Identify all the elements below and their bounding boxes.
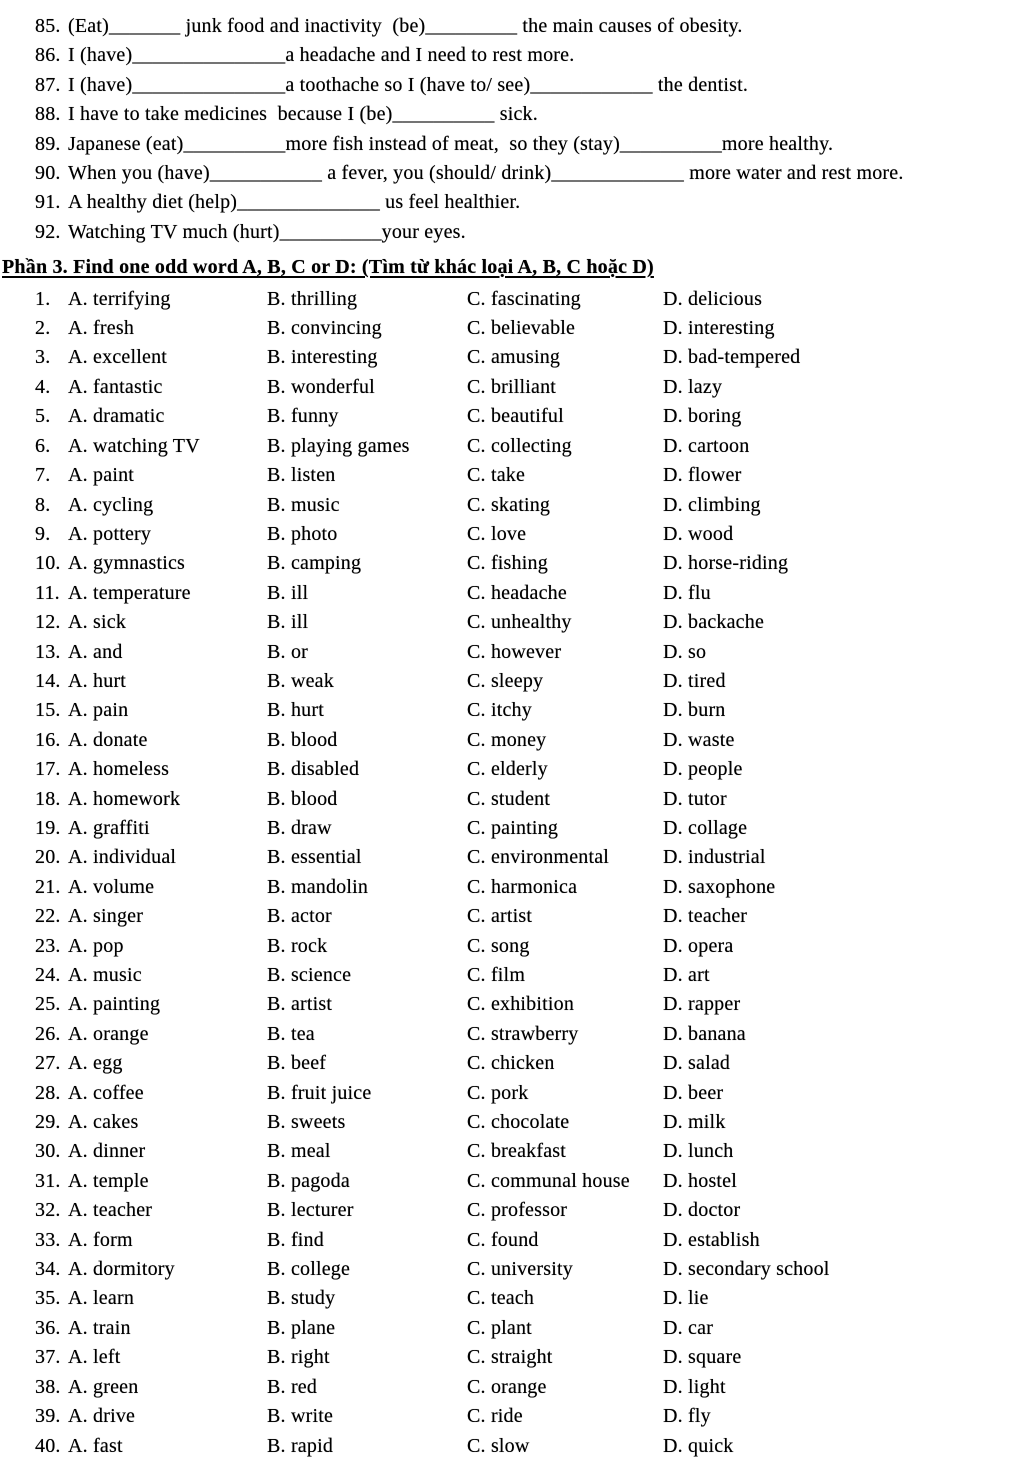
option-c: C. elderly — [467, 758, 548, 781]
question-number: 2. — [35, 317, 51, 340]
option-a: A. and — [68, 640, 123, 663]
option-c: C. found — [467, 1228, 539, 1251]
option-c: C. artist — [467, 905, 533, 928]
question-row — [0, 1314, 1024, 1343]
question-number: 7. — [35, 464, 51, 487]
option-a: A. green — [68, 1375, 139, 1398]
question-row — [0, 1196, 1024, 1225]
option-d: D. tired — [663, 669, 726, 692]
option-b: B. blood — [267, 728, 338, 751]
sentence-text: (Eat)_______ junk food and inactivity (be)_________ the main causes of obesity. — [68, 15, 743, 37]
question-row — [0, 1432, 1024, 1461]
option-c: C. breakfast — [467, 1140, 567, 1163]
option-a: A. excellent — [68, 346, 168, 369]
question-number: 10. — [35, 552, 61, 575]
option-d: D. flower — [663, 464, 742, 487]
option-a: A. homework — [68, 787, 181, 810]
question-row — [0, 373, 1024, 402]
option-d: D. collage — [663, 816, 748, 839]
option-c: C. strawberry — [467, 1022, 579, 1045]
question-number: 4. — [35, 375, 51, 398]
option-c: C. exhibition — [467, 993, 575, 1016]
option-a: A. dinner — [68, 1140, 146, 1163]
option-c: C. pork — [467, 1081, 529, 1104]
option-c: C. painting — [467, 816, 559, 839]
question-row — [0, 579, 1024, 608]
option-a: A. homeless — [68, 758, 170, 781]
option-d: D. burn — [663, 699, 726, 722]
option-b: B. interesting — [267, 346, 378, 369]
option-c: C. fascinating — [467, 287, 581, 310]
question-number: 28. — [35, 1081, 61, 1104]
option-b: B. meal — [267, 1140, 331, 1163]
option-c: C. beautiful — [467, 405, 564, 428]
question-row — [0, 696, 1024, 725]
option-a: A. paint — [68, 464, 135, 487]
question-number: 11. — [35, 581, 60, 604]
question-row — [0, 343, 1024, 372]
option-b: B. pagoda — [267, 1169, 350, 1192]
option-c: C. student — [467, 787, 551, 810]
question-number: 5. — [35, 405, 51, 428]
sentence-text: A healthy diet (help)______________ us feel healthier. — [68, 191, 521, 214]
question-row — [0, 932, 1024, 961]
option-a: A. cycling — [68, 493, 154, 516]
option-a: A. music — [68, 964, 142, 986]
question-number: 34. — [35, 1258, 61, 1281]
option-b: B. actor — [267, 905, 332, 928]
fill-in-sentence — [0, 130, 1024, 159]
sentence-text: Japanese (eat)__________more fish instead of meat, so they (stay)__________more healthy. — [68, 132, 834, 155]
question-row — [0, 638, 1024, 667]
option-d: D. doctor — [663, 1199, 741, 1222]
question-row — [0, 1226, 1024, 1255]
question-number: 23. — [35, 934, 61, 957]
question-number: 38. — [35, 1375, 61, 1398]
option-a: A. cakes — [68, 1111, 139, 1134]
question-number: 35. — [35, 1287, 61, 1310]
option-d: D. milk — [663, 1111, 726, 1134]
question-row — [0, 285, 1024, 314]
question-row — [0, 1020, 1024, 1049]
question-number: 27. — [35, 1052, 61, 1075]
option-c: C. collecting — [467, 434, 572, 457]
question-number: 30. — [35, 1140, 61, 1163]
option-c: C. skating — [467, 493, 551, 516]
option-b: B. artist — [267, 993, 333, 1016]
option-c: C. professor — [467, 1199, 568, 1222]
question-number: 8. — [35, 493, 51, 516]
option-d: D. car — [663, 1316, 714, 1339]
option-a: A. coffee — [68, 1081, 144, 1104]
option-c: C. slow — [467, 1434, 530, 1457]
question-number: 18. — [35, 787, 61, 810]
question-number: 15. — [35, 699, 61, 722]
question-row — [0, 667, 1024, 696]
sentence-number: 88. — [35, 103, 61, 126]
sentence-number: 90. — [35, 162, 61, 185]
option-b: B. ill — [267, 581, 309, 604]
option-a: A. dramatic — [68, 405, 165, 428]
question-row — [0, 1137, 1024, 1166]
part3-heading: Phần 3. Find one odd word A, B, C or D: (Tìm từ khác loại A, B, C hoặc D) — [2, 256, 654, 279]
option-d: D. lunch — [663, 1140, 734, 1163]
question-number: 22. — [35, 905, 61, 928]
option-d: D. industrial — [663, 846, 766, 869]
question-number: 37. — [35, 1346, 61, 1369]
option-d: D. secondary school — [663, 1258, 830, 1281]
option-c: C. amusing — [467, 346, 561, 369]
question-number: 1. — [35, 287, 51, 310]
option-d: D. flu — [663, 581, 711, 604]
option-a: A. hurt — [68, 669, 127, 692]
option-c: C. straight — [467, 1346, 553, 1369]
option-b: B. hurt — [267, 699, 324, 722]
option-b: B. rapid — [267, 1434, 334, 1457]
option-a: A. volume — [68, 875, 155, 898]
option-a: A. terrifying — [68, 287, 171, 310]
option-d: D. square — [663, 1346, 742, 1369]
option-c: C. environmental — [467, 846, 610, 869]
fill-in-section — [0, 12, 1024, 247]
question-number: 31. — [35, 1169, 61, 1192]
option-d: D. bad-tempered — [663, 346, 801, 369]
option-d: D. tutor — [663, 787, 727, 810]
option-b: B. music — [267, 493, 340, 516]
option-a: A. painting — [68, 993, 161, 1016]
option-a: A. pottery — [68, 522, 152, 545]
option-c: C. sleepy — [467, 669, 544, 692]
option-a: A. left — [68, 1346, 121, 1369]
sentence-number: 89. — [35, 132, 61, 155]
option-b: B. plane — [267, 1316, 336, 1339]
question-number: 13. — [35, 640, 61, 663]
sentence-text: I (have)_______________a headache and I need to rest more. — [68, 44, 575, 67]
option-b: B. blood — [267, 787, 338, 810]
option-d: D. interesting — [663, 317, 775, 340]
question-row — [0, 1049, 1024, 1078]
option-b: B. science — [267, 964, 352, 986]
option-d: D. teacher — [663, 905, 748, 928]
sentence-number: 92. — [35, 220, 61, 243]
sentence-number: 87. — [35, 73, 61, 96]
option-d: D. banana — [663, 1022, 746, 1045]
question-number: 24. — [35, 964, 61, 986]
option-b: B. fruit juice — [267, 1081, 372, 1104]
question-row — [0, 491, 1024, 520]
option-d: D. lie — [663, 1287, 709, 1310]
option-a: A. learn — [68, 1287, 135, 1310]
option-a: A. sick — [68, 611, 127, 634]
option-d: D. beer — [663, 1081, 724, 1104]
option-c: C. song — [467, 934, 530, 957]
sentence-number: 86. — [35, 44, 61, 67]
question-row — [0, 990, 1024, 1019]
fill-in-sentence — [0, 218, 1024, 247]
question-number: 26. — [35, 1022, 61, 1045]
option-d: D. lazy — [663, 375, 723, 398]
question-row — [0, 520, 1024, 549]
option-a: A. fantastic — [68, 375, 163, 398]
option-d: D. horse-riding — [663, 552, 789, 575]
question-row — [0, 755, 1024, 784]
option-c: C. chocolate — [467, 1111, 570, 1134]
question-number: 12. — [35, 611, 61, 634]
question-number: 39. — [35, 1405, 61, 1428]
question-number: 20. — [35, 846, 61, 869]
option-b: B. find — [267, 1228, 324, 1251]
option-b: B. weak — [267, 669, 334, 692]
option-c: C. believable — [467, 317, 576, 340]
option-a: A. egg — [68, 1052, 123, 1075]
option-b: B. red — [267, 1375, 318, 1398]
option-b: B. draw — [267, 816, 332, 839]
question-number: 29. — [35, 1111, 61, 1134]
question-row — [0, 314, 1024, 343]
option-d: D. rapper — [663, 993, 741, 1016]
option-d: D. art — [663, 964, 710, 986]
fill-in-sentence — [0, 41, 1024, 70]
option-b: B. playing games — [267, 434, 410, 457]
option-b: B. disabled — [267, 758, 360, 781]
fill-in-sentence — [0, 71, 1024, 100]
fill-in-sentence — [0, 159, 1024, 188]
option-b: B. write — [267, 1405, 334, 1428]
option-d: D. quick — [663, 1434, 734, 1457]
option-b: B. rock — [267, 934, 328, 957]
option-b: B. listen — [267, 464, 336, 487]
option-a: A. watching TV — [68, 434, 200, 457]
sentence-number: 91. — [35, 191, 61, 214]
option-a: A. gymnastics — [68, 552, 186, 575]
option-b: B. convincing — [267, 317, 382, 340]
option-d: D. opera — [663, 934, 734, 957]
question-number: 6. — [35, 434, 51, 457]
question-row — [0, 549, 1024, 578]
sentence-text: I have to take medicines because I (be)__________ sick. — [68, 103, 538, 126]
option-c: C. unhealthy — [467, 611, 572, 634]
question-number: 21. — [35, 875, 61, 898]
option-b: B. beef — [267, 1052, 327, 1075]
option-d: D. cartoon — [663, 434, 750, 457]
option-d: D. establish — [663, 1228, 760, 1251]
question-number: 36. — [35, 1316, 61, 1339]
option-a: A. singer — [68, 905, 144, 928]
question-row — [0, 726, 1024, 755]
option-d: D. salad — [663, 1052, 731, 1075]
odd-word-question-list — [0, 285, 1024, 1461]
fill-in-sentence — [0, 188, 1024, 217]
question-row — [0, 1079, 1024, 1108]
question-row — [0, 1108, 1024, 1137]
question-number: 16. — [35, 728, 61, 751]
option-c: C. communal house — [467, 1169, 630, 1192]
option-b: B. college — [267, 1258, 351, 1281]
option-b: B. photo — [267, 522, 338, 545]
question-number: 3. — [35, 346, 51, 369]
option-d: D. fly — [663, 1405, 711, 1428]
option-a: A. pop — [68, 934, 124, 957]
question-row — [0, 402, 1024, 431]
option-d: D. wood — [663, 522, 734, 545]
option-a: A. temple — [68, 1169, 149, 1192]
question-row — [0, 902, 1024, 931]
option-c: C. brilliant — [467, 375, 557, 398]
option-a: A. fresh — [68, 317, 135, 340]
fill-in-sentence — [0, 12, 1024, 41]
option-a: A. orange — [68, 1022, 149, 1045]
question-row — [0, 873, 1024, 902]
option-c: C. plant — [467, 1316, 532, 1339]
option-b: B. sweets — [267, 1111, 346, 1134]
question-row — [0, 1167, 1024, 1196]
option-a: A. pain — [68, 699, 129, 722]
option-b: B. or — [267, 640, 308, 663]
option-b: B. study — [267, 1287, 336, 1310]
question-number: 33. — [35, 1228, 61, 1251]
question-number: 40. — [35, 1434, 61, 1457]
option-c: C. take — [467, 464, 526, 487]
question-row — [0, 608, 1024, 637]
question-number: 32. — [35, 1199, 61, 1222]
option-c: C. however — [467, 640, 562, 663]
option-a: A. form — [68, 1228, 133, 1251]
option-b: B. lecturer — [267, 1199, 354, 1222]
question-number: 19. — [35, 816, 61, 839]
question-number: 17. — [35, 758, 61, 781]
option-d: D. people — [663, 758, 743, 781]
option-a: A. drive — [68, 1405, 136, 1428]
option-b: B. camping — [267, 552, 362, 575]
option-d: D. boring — [663, 405, 742, 428]
option-c: C. teach — [467, 1287, 535, 1310]
option-d: D. backache — [663, 611, 765, 634]
option-d: D. so — [663, 640, 707, 663]
option-c: C. orange — [467, 1375, 547, 1398]
sentence-text: I (have)_______________a toothache so I (have to/ see)____________ the dentist. — [68, 73, 749, 96]
option-a: A. teacher — [68, 1199, 153, 1222]
option-c: C. university — [467, 1258, 573, 1281]
question-row — [0, 1402, 1024, 1431]
question-row — [0, 432, 1024, 461]
sentence-number: 85. — [35, 15, 61, 37]
sentence-text: When you (have)___________ a fever, you (should/ drink)_____________ more water and rest more. — [68, 162, 904, 185]
question-number: 14. — [35, 669, 61, 692]
option-c: C. headache — [467, 581, 567, 604]
option-d: D. saxophone — [663, 875, 776, 898]
option-a: A. donate — [68, 728, 148, 751]
option-d: D. climbing — [663, 493, 761, 516]
option-c: C. harmonica — [467, 875, 578, 898]
option-d: D. waste — [663, 728, 735, 751]
sentence-text: Watching TV much (hurt)__________your eyes. — [68, 220, 466, 243]
option-b: B. essential — [267, 846, 362, 869]
option-c: C. love — [467, 522, 527, 545]
question-row — [0, 843, 1024, 872]
option-c: C. ride — [467, 1405, 523, 1428]
option-d: D. light — [663, 1375, 726, 1398]
option-c: C. fishing — [467, 552, 548, 575]
option-a: A. temperature — [68, 581, 191, 604]
fill-in-sentence — [0, 100, 1024, 129]
option-b: B. thrilling — [267, 287, 358, 310]
question-row — [0, 1373, 1024, 1402]
question-row — [0, 785, 1024, 814]
question-row — [0, 814, 1024, 843]
question-number: 25. — [35, 993, 61, 1016]
question-number: 9. — [35, 522, 51, 545]
option-a: A. graffiti — [68, 816, 150, 839]
option-d: D. delicious — [663, 287, 763, 310]
question-row — [0, 961, 1024, 990]
option-c: C. chicken — [467, 1052, 555, 1075]
option-a: A. dormitory — [68, 1258, 175, 1281]
option-a: A. fast — [68, 1434, 123, 1457]
option-a: A. individual — [68, 846, 177, 869]
option-c: C. itchy — [467, 699, 532, 722]
question-row — [0, 1284, 1024, 1313]
question-row — [0, 1343, 1024, 1372]
option-d: D. hostel — [663, 1169, 738, 1192]
option-b: B. tea — [267, 1022, 315, 1045]
option-b: B. mandolin — [267, 875, 369, 898]
question-row — [0, 1255, 1024, 1284]
question-row — [0, 461, 1024, 490]
option-b: B. right — [267, 1346, 330, 1369]
option-b: B. funny — [267, 405, 339, 428]
option-c: C. money — [467, 728, 547, 751]
option-b: B. wonderful — [267, 375, 375, 398]
option-a: A. train — [68, 1316, 131, 1339]
option-b: B. ill — [267, 611, 309, 634]
option-c: C. film — [467, 964, 526, 986]
